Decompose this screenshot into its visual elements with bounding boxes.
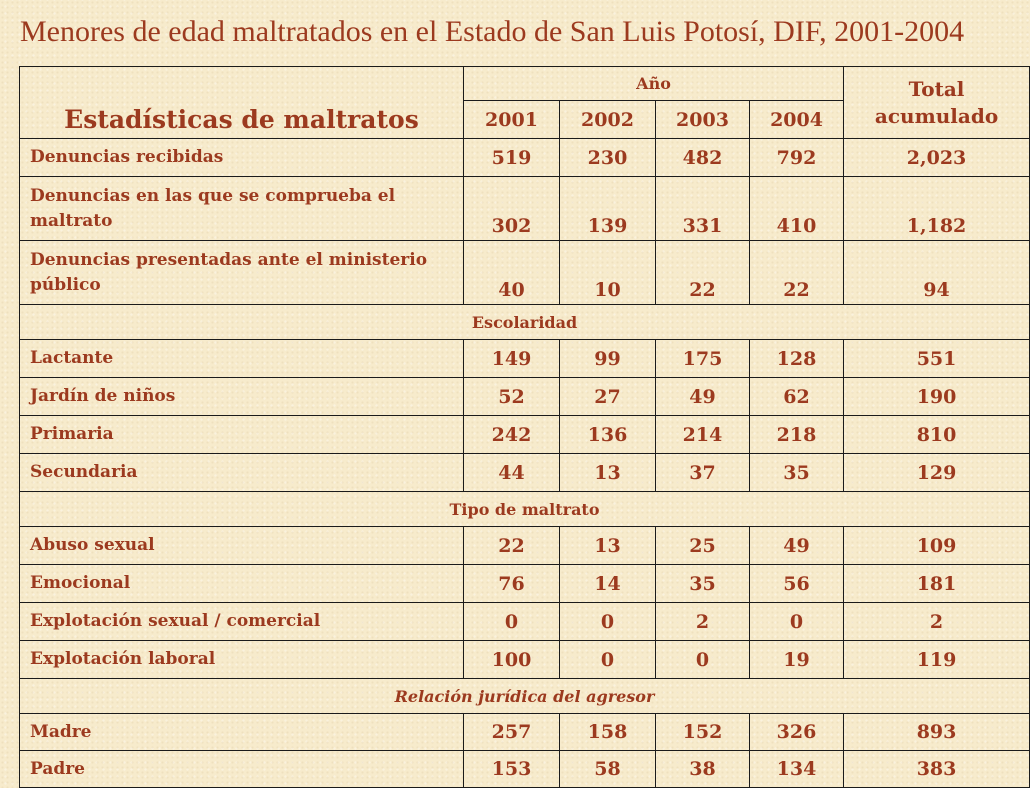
cell-value: 2 <box>656 603 750 641</box>
cell-value: 49 <box>656 378 750 416</box>
cell-value: 792 <box>750 139 844 177</box>
cell-value: 14 <box>560 565 656 603</box>
cell-value: 58 <box>560 751 656 788</box>
cell-value: 49 <box>750 527 844 565</box>
cell-value: 56 <box>750 565 844 603</box>
year-header-2003: 2003 <box>656 101 750 139</box>
cell-value: 158 <box>560 714 656 751</box>
cell-value: 218 <box>750 416 844 454</box>
table-main-header: Estadísticas de maltratos <box>20 67 464 139</box>
cell-total: 129 <box>844 454 1030 492</box>
cell-value: 331 <box>656 177 750 241</box>
section-row <box>20 492 1030 527</box>
row-label: Jardín de niños <box>20 378 464 416</box>
year-header-2004: 2004 <box>750 101 844 139</box>
cell-value: 242 <box>464 416 560 454</box>
row-label: Primaria <box>20 416 464 454</box>
cell-value: 40 <box>464 241 560 305</box>
table-row <box>20 714 1030 751</box>
table-row <box>20 139 1030 177</box>
cell-value: 99 <box>560 340 656 378</box>
section-row <box>20 305 1030 340</box>
cell-value: 19 <box>750 641 844 679</box>
table-row <box>20 527 1030 565</box>
cell-value: 13 <box>560 527 656 565</box>
cell-value: 152 <box>656 714 750 751</box>
row-label: Lactante <box>20 340 464 378</box>
table-row <box>20 416 1030 454</box>
table-row <box>20 641 1030 679</box>
cell-total: 551 <box>844 340 1030 378</box>
cell-total: 2 <box>844 603 1030 641</box>
cell-value: 10 <box>560 241 656 305</box>
cell-value: 37 <box>656 454 750 492</box>
cell-value: 44 <box>464 454 560 492</box>
row-label: Explotación laboral <box>20 641 464 679</box>
row-label: Padre <box>20 751 464 788</box>
cell-value: 22 <box>750 241 844 305</box>
cell-value: 76 <box>464 565 560 603</box>
cell-value: 302 <box>464 177 560 241</box>
cell-value: 38 <box>656 751 750 788</box>
cell-value: 134 <box>750 751 844 788</box>
cell-total: 181 <box>844 565 1030 603</box>
row-label: Emocional <box>20 565 464 603</box>
section-row <box>20 679 1030 714</box>
cell-value: 0 <box>750 603 844 641</box>
cell-total: 190 <box>844 378 1030 416</box>
cell-value: 139 <box>560 177 656 241</box>
cell-total: 109 <box>844 527 1030 565</box>
cell-value: 482 <box>656 139 750 177</box>
row-label: Denuncias presentadas ante el ministerio público <box>20 241 464 305</box>
cell-value: 175 <box>656 340 750 378</box>
cell-total: 2,023 <box>844 139 1030 177</box>
cell-value: 149 <box>464 340 560 378</box>
cell-value: 0 <box>560 603 656 641</box>
row-label: Madre <box>20 714 464 751</box>
cell-value: 410 <box>750 177 844 241</box>
section-title: Relación jurídica del agresor <box>20 679 1030 714</box>
cell-value: 13 <box>560 454 656 492</box>
cell-total: 810 <box>844 416 1030 454</box>
cell-value: 0 <box>656 641 750 679</box>
page-title: Menores de edad maltratados en el Estado de San Luis Potosí, DIF, 2001-2004 <box>20 15 965 48</box>
cell-value: 27 <box>560 378 656 416</box>
cell-value: 257 <box>464 714 560 751</box>
table-row <box>20 454 1030 492</box>
cell-total: 119 <box>844 641 1030 679</box>
cell-value: 326 <box>750 714 844 751</box>
cell-value: 128 <box>750 340 844 378</box>
table-row <box>20 241 1030 305</box>
cell-value: 519 <box>464 139 560 177</box>
cell-value: 25 <box>656 527 750 565</box>
cell-total: 893 <box>844 714 1030 751</box>
table-row <box>20 565 1030 603</box>
cell-value: 214 <box>656 416 750 454</box>
cell-value: 0 <box>464 603 560 641</box>
table-row <box>20 751 1030 788</box>
cell-value: 22 <box>656 241 750 305</box>
table-row <box>20 603 1030 641</box>
row-label: Secundaria <box>20 454 464 492</box>
total-header: Total acumulado <box>844 67 1030 139</box>
table-row <box>20 177 1030 241</box>
row-label: Explotación sexual / comercial <box>20 603 464 641</box>
cell-total: 383 <box>844 751 1030 788</box>
table-row <box>20 378 1030 416</box>
cell-total: 94 <box>844 241 1030 305</box>
year-header-2002: 2002 <box>560 101 656 139</box>
section-title: Escolaridad <box>20 305 1030 340</box>
cell-value: 22 <box>464 527 560 565</box>
row-label: Denuncias en las que se comprueba el maltrato <box>20 177 464 241</box>
row-label: Abuso sexual <box>20 527 464 565</box>
statistics-table <box>19 66 1030 788</box>
cell-value: 62 <box>750 378 844 416</box>
cell-value: 0 <box>560 641 656 679</box>
cell-total: 1,182 <box>844 177 1030 241</box>
cell-value: 153 <box>464 751 560 788</box>
cell-value: 35 <box>750 454 844 492</box>
cell-value: 35 <box>656 565 750 603</box>
cell-value: 136 <box>560 416 656 454</box>
cell-value: 100 <box>464 641 560 679</box>
table-row <box>20 340 1030 378</box>
cell-value: 52 <box>464 378 560 416</box>
row-label: Denuncias recibidas <box>20 139 464 177</box>
section-title: Tipo de maltrato <box>20 492 1030 527</box>
year-group-header: Año <box>464 67 844 101</box>
year-header-2001: 2001 <box>464 101 560 139</box>
cell-value: 230 <box>560 139 656 177</box>
